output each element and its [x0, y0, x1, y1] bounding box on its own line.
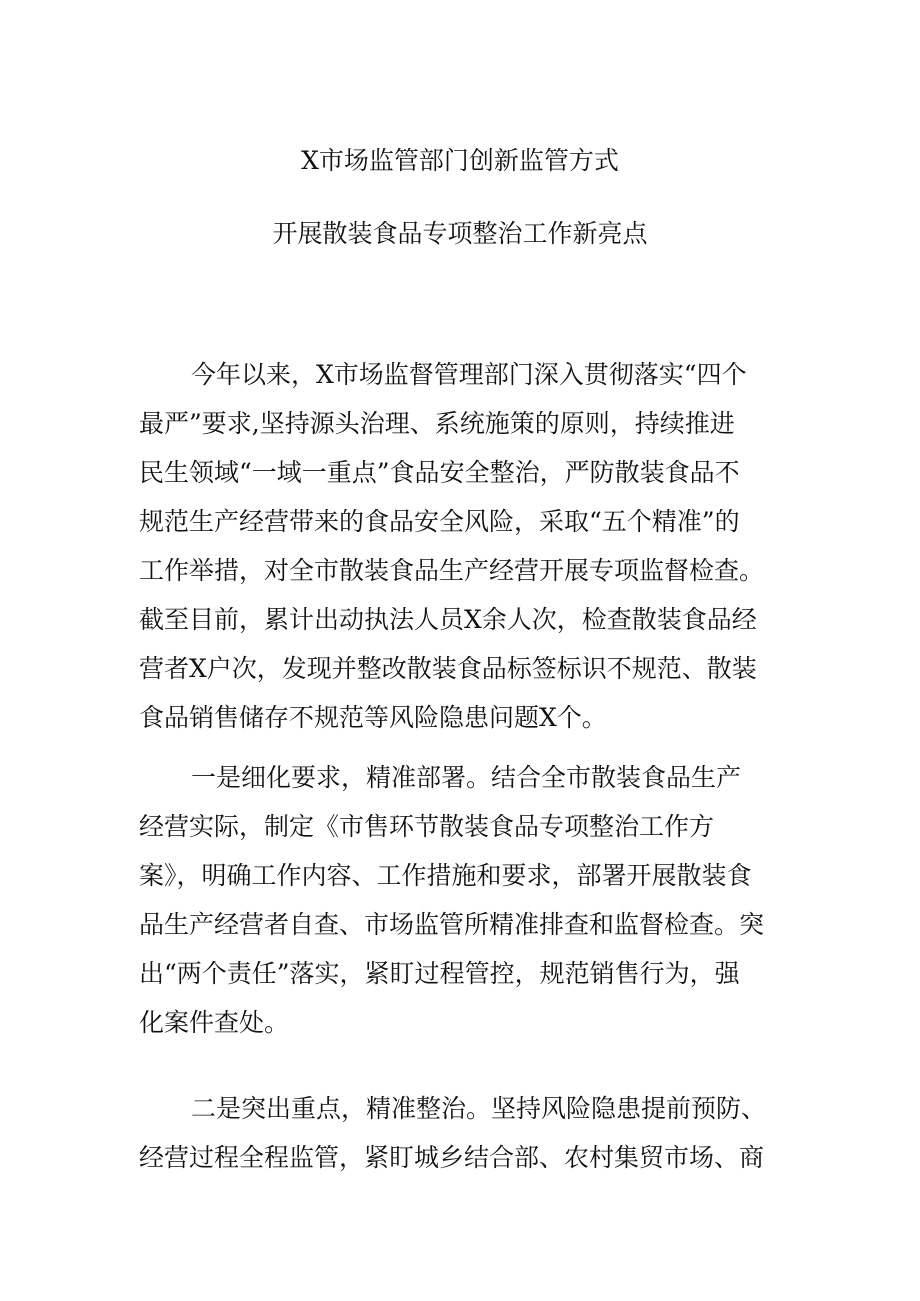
paragraph-intro [139, 350, 787, 742]
paragraph-line: 品生产经营者自查、市场监管所精准排查和监督检查。突 [139, 910, 765, 939]
paragraph-line: 案》，明确工作内容、工作措施和要求，部署开展散装食 [139, 861, 752, 890]
paragraph-line: 一是细化要求，精准部署。结合全市散装食品生产 [191, 763, 742, 792]
paragraph-line: 民生领域“一域一重点”食品安全整治，严防散装食品不 [139, 458, 740, 487]
paragraph-line: 食品销售储存不规范等风险隐患问题X个。 [139, 703, 607, 732]
paragraph-line: 今年以来，X市场监督管理部门深入贯彻落实“四个 [191, 360, 747, 389]
paragraph-point-two [139, 1084, 787, 1182]
paragraph-line: 经营过程全程监管，紧盯城乡结合部、农村集贸市场、商 [139, 1143, 765, 1172]
paragraph-line: 营者X户次，发现并整改散装食品标签标识不规范、散装 [139, 654, 757, 683]
paragraph-line: 最严”要求,坚持源头治理、系统施策的原则，持续推进 [139, 409, 735, 438]
paragraph-line: 经营实际，制定《市售环节散装食品专项整治工作方 [139, 812, 715, 841]
paragraph-line: 二是突出重点，精准整治。坚持风险隐患提前预防、 [191, 1094, 767, 1123]
paragraph-line: 化案件查处。 [139, 1008, 290, 1037]
paragraph-line: 截至目前，累计出动执法人员X余人次，检查散装食品经 [139, 605, 757, 634]
paragraph-line: 规范生产经营带来的食品安全风险，采取“五个精准”的 [139, 507, 740, 536]
paragraph-line: 出“两个责任”落实，紧盯过程管控，规范销售行为，强 [139, 959, 740, 988]
document-title-line-2: 开展散装食品专项整治工作新亮点 [272, 219, 648, 248]
paragraph-line: 工作举措，对全市散装食品生产经营开展专项监督检查。 [139, 556, 765, 585]
paragraph-point-one [139, 753, 787, 1047]
document-title-line-1: X市场监管部门创新监管方式 [301, 146, 619, 175]
